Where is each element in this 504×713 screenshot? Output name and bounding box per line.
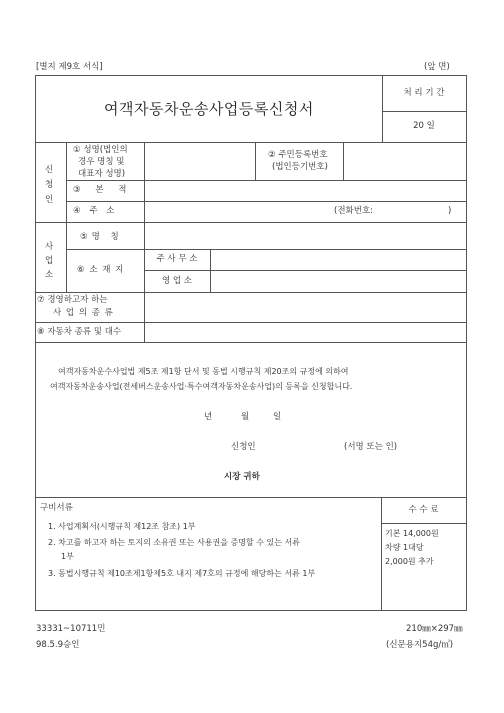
applicant-section-label-1: 신 [45,165,54,175]
applicant-section-label-3: 인 [45,195,54,205]
footer-code: 33331~10711민 [36,624,106,634]
business-type-label-line2: 사 업 의 종 류 [53,308,114,318]
sales-office-field[interactable] [211,271,465,291]
resident-no-label-line2: (법인등기번호) [272,162,328,172]
footer-approval: 98.5.9승인 [36,640,80,650]
form-number: [별지 제9호 서식] [36,62,103,72]
name-label-line3: 대표자 성명) [78,169,126,179]
date-year-label: 년 [204,412,213,422]
signature-note: (서명 또는 인) [344,442,398,452]
head-office-field[interactable] [211,250,465,269]
phone-label: (전화번호: [334,206,374,216]
applicant-section-label-2: 청 [45,180,54,190]
applicant-name-field[interactable] [145,143,254,179]
business-type-label-line1: ⑦ 경영하고자 하는 [37,295,108,305]
business-name-field[interactable] [145,223,465,249]
domicile-field[interactable] [145,181,465,201]
name-label-line2: 경우 명칭 및 [78,157,125,167]
declaration-line2: 여객자동차운송사업(전세버스운송사업·특수여객자동차운송사업)의 등록을 신청합니다. [50,382,353,391]
processing-period-label: 처 리 기 간 [403,88,445,98]
addressee: 시장 귀하 [224,472,260,482]
page-title: 여객자동차운송사업등록신청서 [104,100,314,118]
document-item-3: 3. 동법시행규칙 제10조제1항제5호 내지 제7호의 규정에 해당하는 서류 1부 [48,569,316,578]
frame-bottom [35,610,467,611]
date-day-label: 일 [273,412,282,422]
document-item-1: 1. 사업계획서(시행규칙 제12조 참조) 1부 [48,522,196,531]
vehicles-label: ⑧ 자동차 종류 및 대수 [37,327,122,337]
address-field[interactable] [145,202,330,221]
footer-paper-size: 210㎜×297㎜ [406,624,463,634]
domicile-label: ③ 본 적 [73,185,133,195]
documents-heading: 구비서류 [40,503,73,513]
resident-no-field[interactable] [344,143,465,179]
business-type-field[interactable] [145,293,465,321]
sales-office-label: 영 업 소 [161,276,193,286]
vehicles-field[interactable] [145,323,465,341]
location-label: ⑥ 소 재 지 [77,265,125,275]
page-side-label: (앞 면) [424,62,450,72]
fee-line-1: 기본 14,000원 [385,529,439,538]
fee-line-2: 차량 1대당 [385,543,424,552]
frame-top [35,75,467,76]
business-section-label-3: 소 [45,270,54,280]
address-label: ④ 주 소 [73,206,118,216]
phone-field[interactable] [380,202,446,221]
footer-paper-type: (신문용지54g/㎡) [386,640,454,650]
resident-no-label-line1: ② 주민등록번호 [268,150,328,160]
document-item-2-cont: 1부 [61,552,74,561]
fee-line-3: 2,000원 추가 [385,557,434,566]
business-section-label-2: 업 [45,256,54,266]
declaration-line1: 여객자동차운수사업법 제5조 제1항 단서 및 동법 시행규칙 제20조의 규정에 의하여 [58,367,349,376]
applicant-signature-label: 신청인 [231,442,256,452]
date-month-label: 월 [241,412,250,422]
processing-period-value: 20 일 [413,121,435,131]
business-name-label: ⑤명 칭 [80,232,123,242]
document-item-2: 2. 차고를 하고자 하는 토지의 소유권 또는 사용권을 증명할 수 있는 서류 [48,538,300,547]
name-label-line1: ① 성명(법인의 [73,145,128,155]
business-section-label-1: 사 [45,242,54,252]
fee-heading: 수 수 료 [408,505,439,515]
head-office-label: 주 사 무 소 [156,254,198,264]
phone-close: ) [448,206,452,216]
